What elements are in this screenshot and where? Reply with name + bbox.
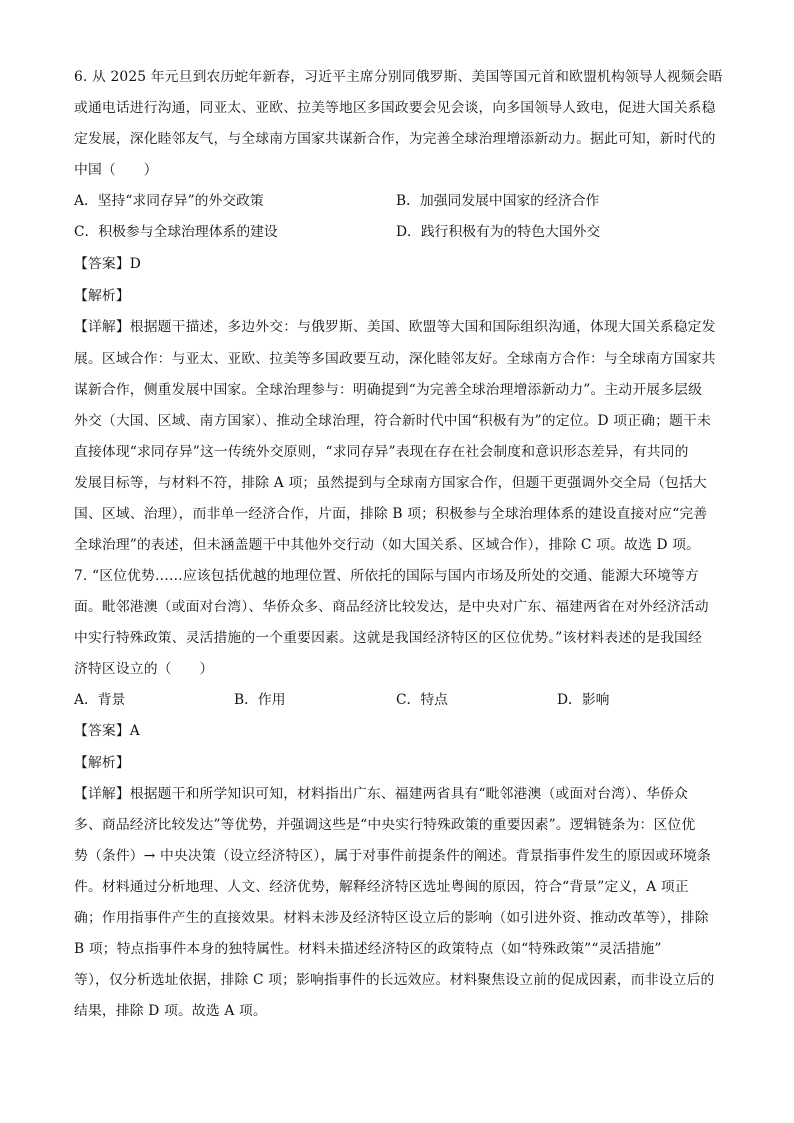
q6-option-a: A．坚持“求同存异”的外交政策 [74, 193, 264, 209]
q6-detail-line: 发展目标等，与材料不符，排除 A 项；虽然提到与全球南方国家合作，但题干更强调外交全局（包括大 [74, 475, 707, 491]
q7-option-c: C．特点 [396, 692, 448, 708]
q6-option-b: B．加强同发展中国家的经济合作 [396, 193, 600, 209]
q7-detail-line: B 项；特点指事件本身的独特属性。材料未描述经济特区的政策特点（如“特殊政策”“灵活措施” [74, 941, 662, 957]
q6-answer: 【答案】D [74, 256, 141, 272]
q7-detail-line: 多、商品经济比较发达”等优势，并强调这些是“中央实行特殊政策的重要因素”。逻辑链条为：区位优 [74, 817, 696, 833]
q7-stem-line: 7. “区位优势……应该包括优越的地理位置、所依托的国际与国内市场及所处的交通、能源大环境等方 [74, 568, 699, 584]
q7-option-a: A．背景 [74, 692, 126, 708]
q7-stem-line: 中实行特殊政策、灵活措施的一个重要因素。这就是我国经济特区的区位优势。”该材料表述的是我国经 [74, 630, 702, 646]
q7-stem-line: 济特区设立的（ ） [74, 661, 214, 677]
q7-detail-line: 结果，排除 D 项。故选 A 项。 [74, 1003, 267, 1019]
q6-stem-line: 定发展，深化睦邻友气，与全球南方国家共谋新合作，为完善全球治理增添新动力。据此可知，新时代的 [74, 131, 716, 147]
q6-detail-line: 展。区域合作：与亚太、亚欧、拉美等多国政要互动，深化睦邻友好。全球南方合作：与全球南方国家共 [74, 351, 716, 367]
q6-analysis-label: 【解析】 [74, 288, 130, 304]
q6-stem-line: 6. 从 2025 年元旦到农历蛇年新春，习近平主席分别同俄罗斯、美国等国元首和欧盟机构领导人视频会晤 [74, 69, 723, 85]
q6-detail-line: 【详解】根据题干描述，多边外交：与俄罗斯、美国、欧盟等大国和国际组织沟通，体现大国关系稳定发 [74, 319, 716, 335]
q7-option-b: B．作用 [234, 692, 286, 708]
q6-detail-line: 谋新合作，侧重发展中国家。全球治理参与：明确提到“为完善全球治理增添新动力”。主动开展多层级 [74, 382, 703, 398]
q6-option-c: C．积极参与全球治理体系的建设 [74, 224, 278, 240]
q6-detail-line: 全球治理”的表述，但未涵盖题干中其他外交行动（如大国关系、区域合作），排除 C 项。故选 D 项。 [74, 537, 701, 553]
q7-analysis-label: 【解析】 [74, 755, 130, 771]
q6-detail-line: 外交（大国、区域、南方国家）、推动全球治理，符合新时代中国“积极有为”的定位。D 项正确；题干未 [74, 413, 711, 429]
q7-detail-line: 【详解】根据题干和所学知识可知，材料指出广东、福建两省具有“毗邻港澳（或面对台湾）、华侨众 [74, 786, 688, 802]
q7-detail-line: 等），仅分析选址依据，排除 C 项；影响指事件的长远效应。材料聚焦设立前的促成因素，而非设立后的 [74, 972, 715, 988]
q7-option-d: D．影响 [557, 692, 610, 708]
q7-answer: 【答案】A [74, 723, 140, 739]
q7-detail-line: 势（条件）→ 中央决策（设立经济特区），属于对事件前提条件的阐述。背景指事件发生的原因或环境条 [74, 848, 711, 864]
q7-detail-line: 件。材料通过分析地理、人文、经济优势，解释经济特区选址粤闽的原因，符合“背景”定义，A 项正 [74, 879, 689, 895]
q6-stem-line: 中国（ ） [74, 162, 158, 178]
q7-detail-line: 确；作用指事件产生的直接效果。材料未涉及经济特区设立后的影响（如引进外资、推动改革等），排除 [74, 910, 709, 926]
q6-option-d: D．践行积极有为的特色大国外交 [396, 224, 601, 240]
q6-detail-line: 国、区域、治理），而非单一经济合作，片面，排除 B 项；积极参与全球治理体系的建设直接对应“完善 [74, 506, 708, 522]
q7-stem-line: 面。毗邻港澳（或面对台湾）、华侨众多、商品经济比较发达，是中央对广东、福建两省在对外经济活动 [74, 599, 709, 615]
q6-detail-line: 直接体现“求同存异”这一传统外交原则，“求同存异”表现在存在社会制度和意识形态差异，有共同的 [74, 444, 689, 460]
q6-stem-line: 或通电话进行沟通，同亚太、亚欧、拉美等地区多国政要会见会谈，向多国领导人致电，促进大国关系稳 [74, 100, 716, 116]
